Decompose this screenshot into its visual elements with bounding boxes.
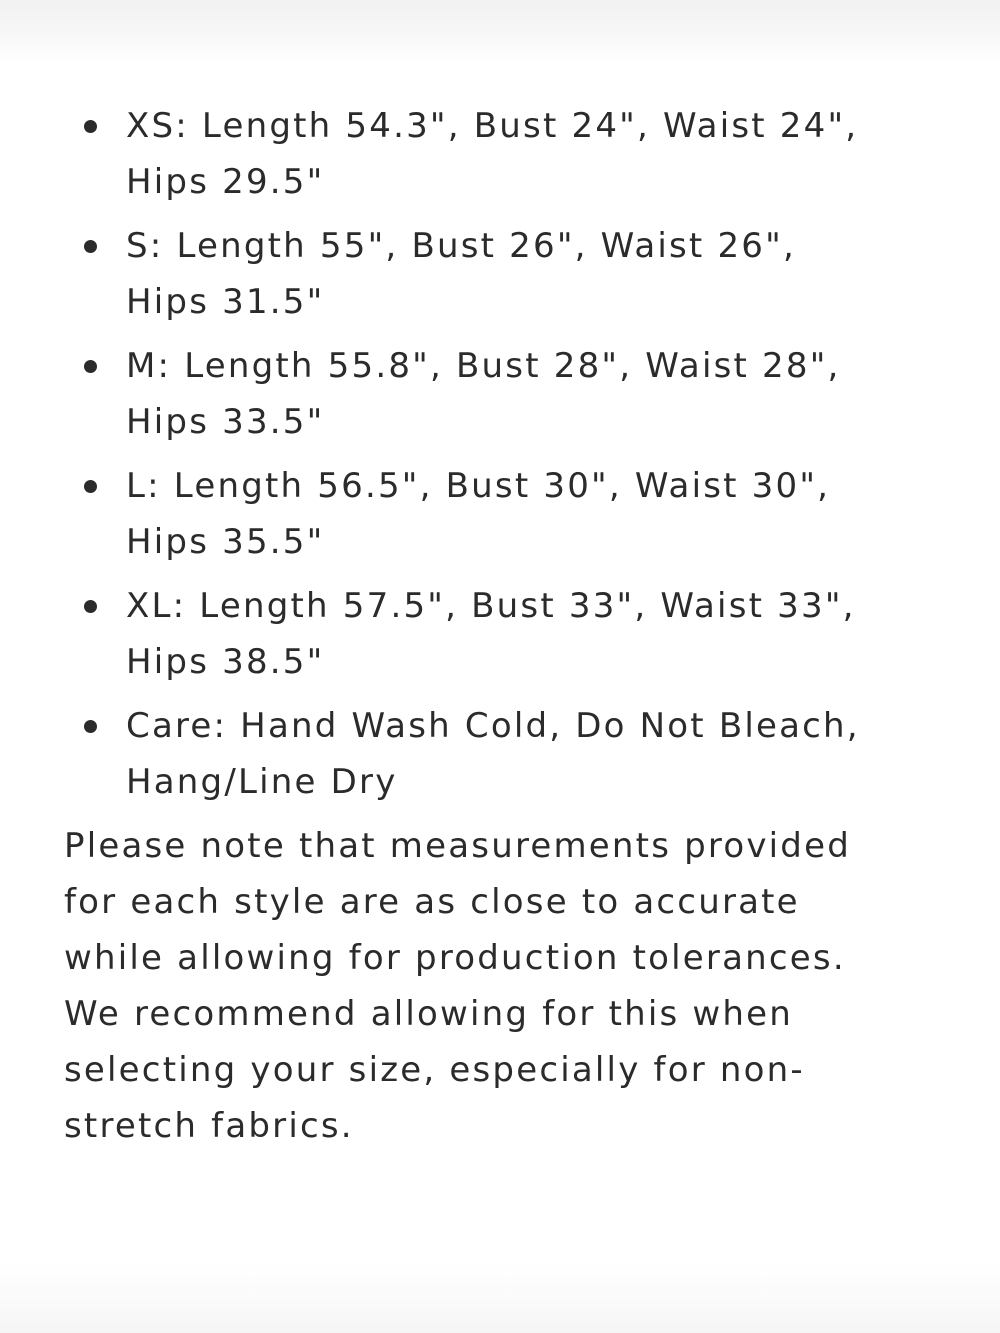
product-details bbox=[64, 98, 924, 1154]
list-item bbox=[64, 578, 924, 690]
spec-text: L: Length 56.5", Bust 30", Waist 30", bbox=[126, 466, 831, 506]
note-line: while allowing for production tolerances. bbox=[64, 938, 846, 978]
care-text: Care: Hand Wash Cold, Do Not Bleach, bbox=[126, 706, 860, 746]
spec-text: Hips 33.5" bbox=[126, 402, 325, 442]
note-line: selecting your size, especially for non- bbox=[64, 1050, 805, 1090]
size-spec-list bbox=[64, 98, 924, 810]
list-item bbox=[64, 98, 924, 210]
note-line: Please note that measurements provided bbox=[64, 826, 851, 866]
note-line: stretch fabrics. bbox=[64, 1106, 354, 1146]
bullet-icon bbox=[84, 600, 97, 613]
spec-text: XS: Length 54.3", Bust 24", Waist 24", bbox=[126, 106, 859, 146]
note-line: for each style are as close to accurate bbox=[64, 882, 800, 922]
bottom-bar-shadow bbox=[0, 1263, 1000, 1333]
bullet-icon bbox=[84, 720, 97, 733]
bullet-icon bbox=[84, 120, 97, 133]
note-line: We recommend allowing for this when bbox=[64, 994, 794, 1034]
list-item bbox=[64, 458, 924, 570]
bullet-icon bbox=[84, 360, 97, 373]
spec-text: M: Length 55.8", Bust 28", Waist 28", bbox=[126, 346, 841, 386]
spec-text: Hips 31.5" bbox=[126, 282, 325, 322]
measurement-note bbox=[64, 818, 924, 1154]
bullet-icon bbox=[84, 240, 97, 253]
list-item bbox=[64, 698, 924, 810]
top-bar-shadow bbox=[0, 0, 1000, 62]
list-item bbox=[64, 338, 924, 450]
list-item bbox=[64, 218, 924, 330]
care-text: Hang/Line Dry bbox=[126, 762, 398, 802]
spec-text: XL: Length 57.5", Bust 33", Waist 33", bbox=[126, 586, 856, 626]
spec-text: Hips 35.5" bbox=[126, 522, 325, 562]
spec-text: Hips 38.5" bbox=[126, 642, 325, 682]
spec-text: Hips 29.5" bbox=[126, 162, 325, 202]
bullet-icon bbox=[84, 480, 97, 493]
spec-text: S: Length 55", Bust 26", Waist 26", bbox=[126, 226, 796, 266]
